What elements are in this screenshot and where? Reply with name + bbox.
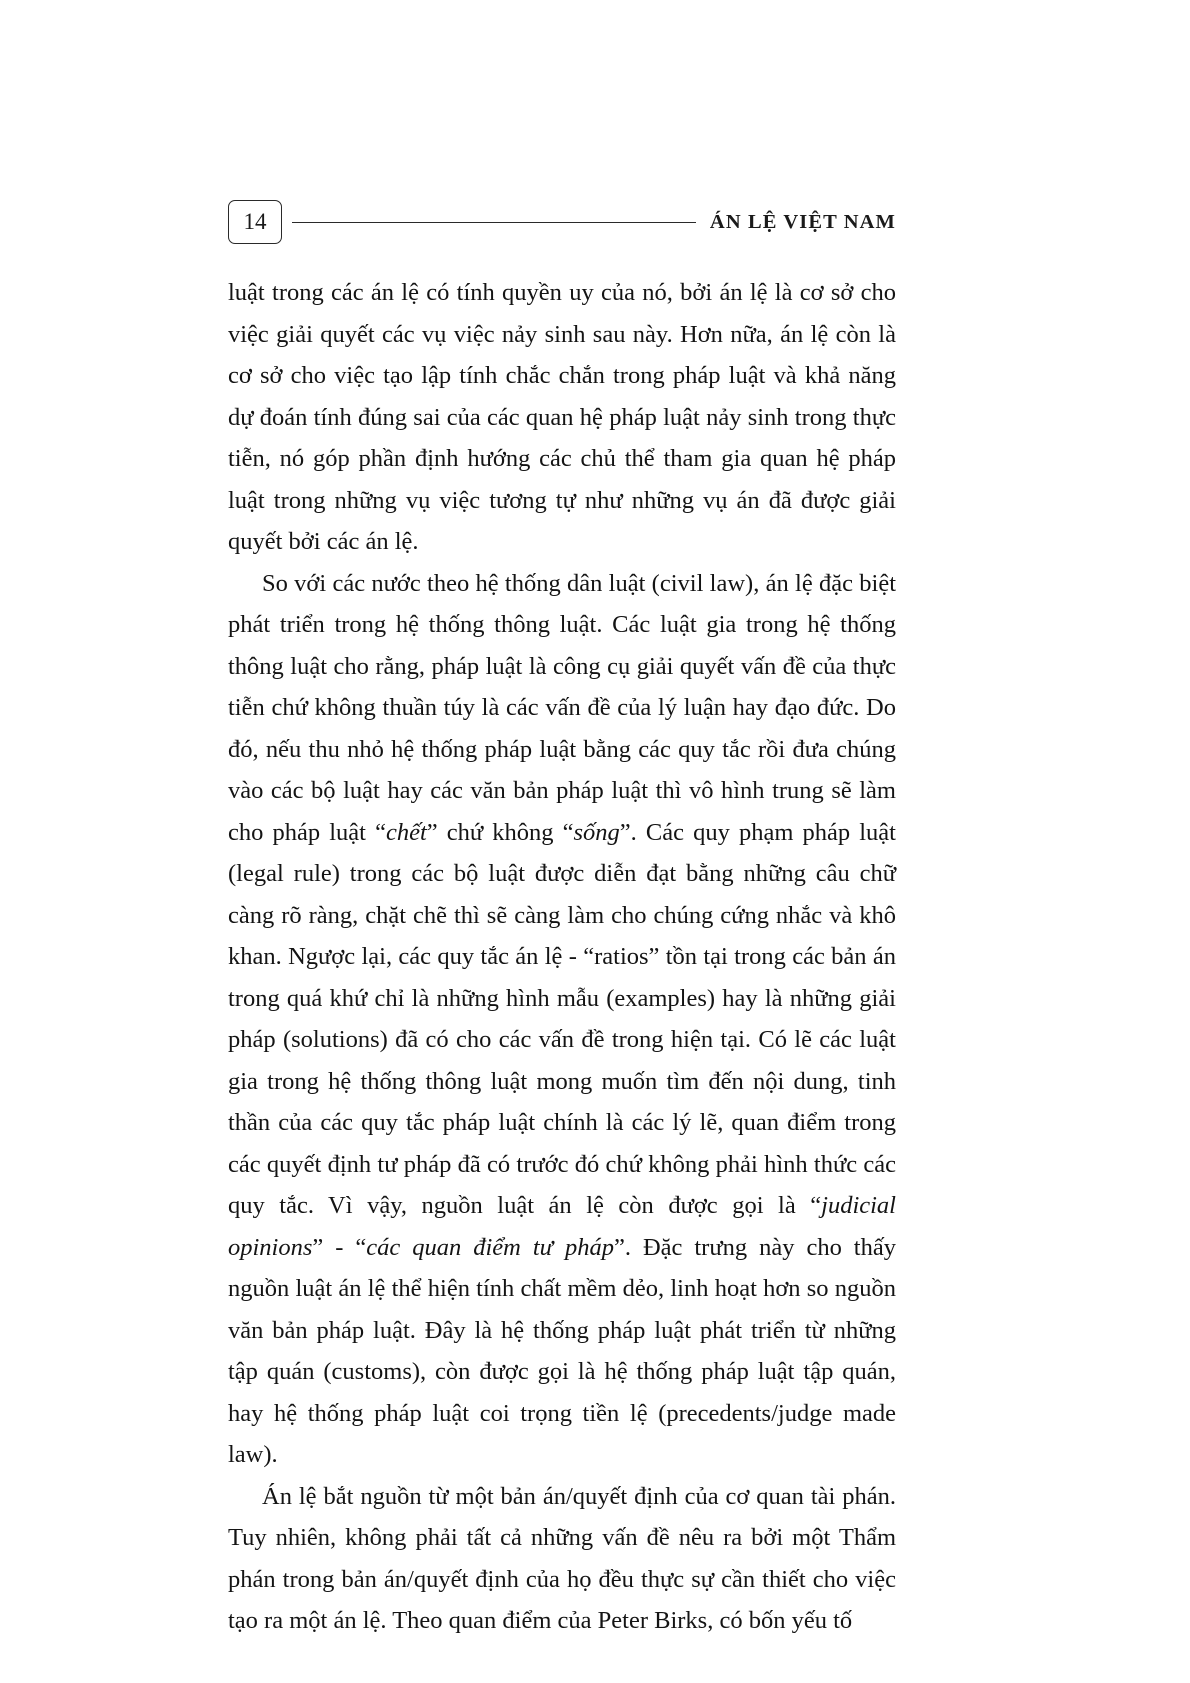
text-run: So với các nước theo hệ thống dân luật (civil law), án lệ đặc biệt phát triển trong hệ thống thông luật. Các luật gia trong hệ thống thông luật cho rằng, pháp luật là công cụ giải quyết vấn đề của thực tiễn chứ không thuần túy là các vấn đề của lý luận hay đạo đức. Do đó, nếu thu nhỏ hệ thống pháp luật bằng các quy tắc rồi đưa chúng vào các bộ luật hay các văn bản pháp luật thì vô hình trung sẽ làm cho pháp luật “ [228,569,896,846]
page-number: 14 [228,200,282,244]
running-head: ÁN LỆ VIỆT NAM [709,210,896,233]
body-text [228,272,896,1642]
emphasis-text: sống [573,818,620,846]
emphasis-text: các quan điểm tư pháp [366,1233,614,1261]
text-run: ” - “ [312,1233,367,1261]
text-run: ”. Đặc trưng này cho thấy nguồn luật án lệ thể hiện tính chất mềm dẻo, linh hoạt hơn so nguồn văn bản pháp luật. Đây là hệ thống pháp luật phát triển từ những tập quán (customs), còn được gọi là hệ thống pháp luật tập quán, hay hệ thống pháp luật coi trọng tiền lệ (precedents/judge made law). [228,1233,896,1468]
paragraph [228,1476,896,1642]
text-run: luật trong các án lệ có tính quyền uy của nó, bởi án lệ là cơ sở cho việc giải quyết các vụ việc nảy sinh sau này. Hơn nữa, án lệ còn là cơ sở cho việc tạo lập tính chắc chắn trong pháp luật và khả năng dự đoán tính đúng sai của các quan hệ pháp luật nảy sinh trong thực tiễn, nó góp phần định hướng các chủ thể tham gia quan hệ pháp luật trong những vụ việc tương tự như những vụ án đã được giải quyết bởi các án lệ. [228,279,896,555]
header-divider [292,222,696,223]
page-header [228,200,896,244]
paragraph [228,272,896,563]
emphasis-text: chết [385,818,427,846]
paragraph [228,563,896,1476]
text-run: ”. Các quy phạm pháp luật (legal rule) trong các bộ luật được diễn đạt bằng những câu chữ càng rõ ràng, chặt chẽ thì sẽ càng làm cho chúng cứng nhắc và khô khan. Ngược lại, các quy tắc án lệ - “ratios” tồn tại trong các bản án trong quá khứ chỉ là những hình mẫu (examples) hay là những giải pháp (solutions) đã có cho các vấn đề trong hiện tại. Có lẽ các luật gia trong hệ thống thông luật mong muốn tìm đến nội dung, tinh thần của các quy tắc pháp luật chính là các lý lẽ, quan điểm trong các quyết định tư pháp đã có trước đó chứ không phải hình thức các quy tắc. Vì vậy, nguồn luật án lệ còn được gọi là “ [228,818,896,1219]
emphasis-text: judicial opinions [228,1192,896,1261]
text-run: ” chứ không “ [426,818,574,846]
text-run: Án lệ bắt nguồn từ một bản án/quyết định của cơ quan tài phán. Tuy nhiên, không phải tất cả những vấn đề nêu ra bởi một Thẩm phán trong bản án/quyết định của họ đều thực sự cần thiết cho việc tạo ra một án lệ. Theo quan điểm của Peter Birks, có bốn yếu tố [228,1482,896,1634]
